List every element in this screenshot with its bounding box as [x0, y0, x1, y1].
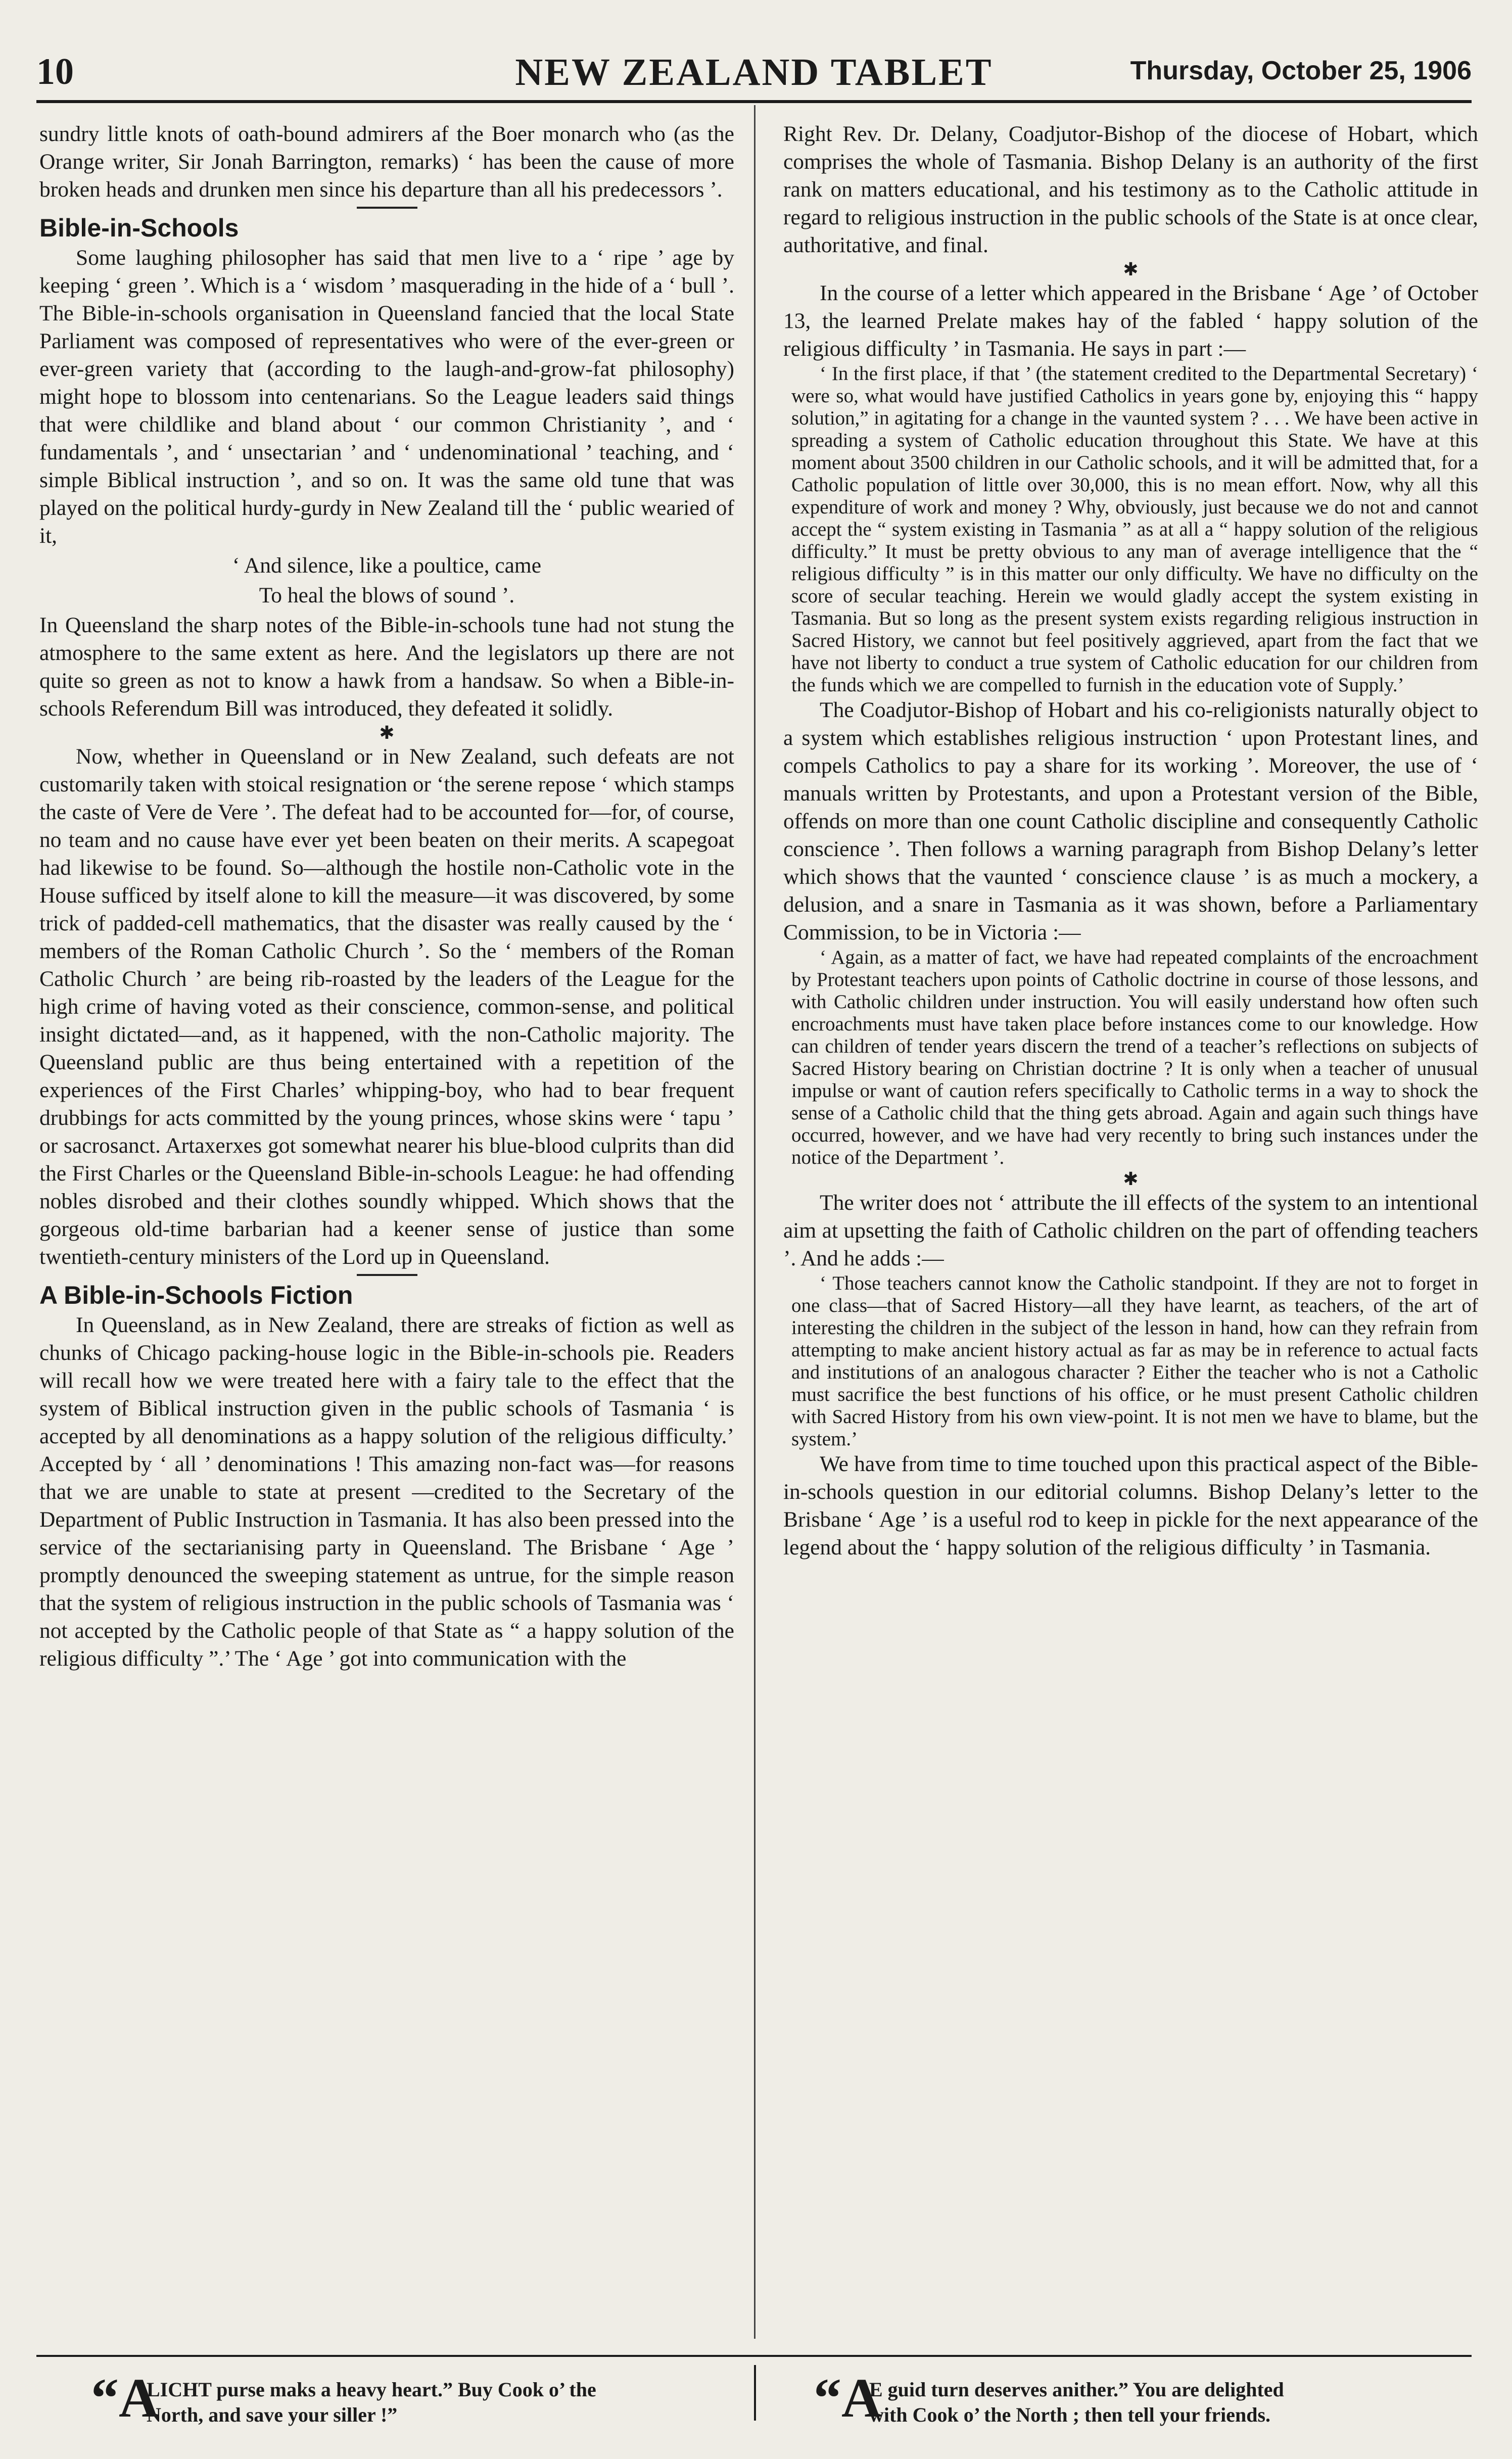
paragraph: In Queensland the sharp notes of the Bible-in-schools tune had not stung the atmosphere to the same extent as here. And the legislators up there are not quite so green as not to know a hawk from a handsaw. So when a Bible-in-schools Referendum Bill was introduced, they defeated it solidly.: [39, 613, 734, 721]
ad-line: E guid turn deserves anither.” You are delighted: [869, 2378, 1284, 2401]
verse-line: To heal the blows of sound ’.: [259, 583, 515, 607]
ad-line: LICHT purse maks a heavy heart.” Buy Cook o’ the: [147, 2378, 596, 2401]
paragraph: Some laughing philosopher has said that men live to a ‘ ripe ’ age by keeping ‘ green ’. Which is a ‘ wisdom ’ masquerading in the hide of a ‘ bull ’. The Bible-in-schools organisation in Queensland fancied that the local State Parliament was composed of representatives who were of the ever-green or ever-green variety that (according to the laugh-and-grow-fat philosophy) might hope to blossom into centenarians. So the League leaders said things that were childlike and bland about ‘ our common Christianity ’, and ‘ fundamentals ’, and ‘ unsectarian ’ and ‘ undenominational ’ teaching, and ‘ simple Biblical instruction ’, and so on. It was the same old tune that was played on the political hurdy-gurdy in New Zealand till the ‘ public wearied of it,: [39, 246, 734, 548]
section-separator: [357, 1274, 417, 1276]
paragraph: Right Rev. Dr. Delany, Coadjutor-Bishop of the diocese of Hobart, which comprises the whole of Tasmania. Bishop Delany is an authority of the first rank on matters educational, and his testimony as to the Catholic attitude in regard to religious instruction in the public schools of the State is at once clear, authoritative, and final.: [783, 122, 1478, 257]
issue-date: Thursday, October 25, 1906: [1130, 56, 1472, 85]
ad-line: with Cook o’ the North ; then tell your friends.: [869, 2403, 1271, 2426]
section-separator: [357, 207, 417, 209]
ad-line: North, and save your siller !”: [147, 2403, 398, 2426]
paragraph: In Queensland, as in New Zealand, there are streaks of fiction as well as chunks of Chicago packing-house logic in the Bible-in-schools pie. Readers will recall how we were treated here with a fairy tale to the effect that the system of Biblical instruction given in the public schools of Tasmania ‘ is accepted by all denominations as a happy solution of the religious difficulty.’ Accepted by ‘ all ’ denominations ! This amazing non-fact was—for reasons that we are unable to state at present —credited to the Secretary of the Department of Public Instruction in Tasmania. It has also been pressed into the service of the sectarianising party in Queensland. The Brisbane ‘ Age ’ promptly denounced the sweeping statement as untrue, for the simple reason that the system of religious instruction in the public schools of Tasmania was ‘ not accepted by the Catholic people of that State as “ a happy solution of the religious difficulty ”.’ The ‘ Age ’ got into communication with the: [39, 1313, 734, 1671]
footer-divider: [754, 2365, 756, 2421]
page-header: [36, 51, 1472, 96]
ad-text: [869, 2377, 1284, 2428]
block-quote: ‘ Again, as a matter of fact, we have had repeated complaints of the encroachment by Protestant teachers upon points of Catholic doctrine in course of those lessons, and with Catholic children under instruction. You will easily understand how often such encroachments must have taken place before instances come to our knowledge. How can children of tender years discern the trend of a teacher’s reflections on subjects of Sacred History bearing on Christian doctrine ? It is only when a teacher of unusual impulse or want of caution refers specifically to Catholic terms in a way to shock the sense of a Catholic child that the thing gets abroad. Again and again such things have occurred, however, and we have had very recently to bring such instances under the notice of the Department ’.: [791, 947, 1478, 1168]
header-rule: [36, 100, 1472, 103]
star-separator: ✱: [1123, 1169, 1139, 1189]
verse-line: ‘ And silence, like a poultice, came: [232, 553, 542, 578]
paragraph: In the course of a letter which appeared in the Brisbane ‘ Age ’ of October 13, the learned Prelate makes hay of the fabled ‘ happy solution of the religious difficulty ’ in Tasmania. He says in part :—: [783, 281, 1478, 361]
paragraph: The Coadjutor-Bishop of Hobart and his co-religionists naturally object to a system which establishes religious instruction ‘ upon Protestant lines, and compels Catholics to pay a share for its working ’. Moreover, the use of ‘ manuals written by Protestants, and upon a Protestant version of the Bible, offends on more than one count Catholic discipline and consequently Catholic conscience ’. Then follows a warning paragraph from Bishop Delany’s letter which shows that the vaunted ‘ conscience clause ’ is as much a mockery, a delusion, and a snare in Tasmania as it was shown, before a Parliamentary Commission, to be in Victoria :—: [783, 698, 1478, 944]
block-quote: ‘ In the first place, if that ’ (the statement credited to the Departmental Secretary) ‘ were so, what would have justified Catholics in years gone by, enjoying this “ happy solution,” in agitating for a change in the vaunted system ? . . . We have been active in spreading a system of Catholic education throughout this State. We have at this moment about 3500 children in our Catholic schools, and it will be admitted that, for a Catholic population of little over 30,000, this is no mean effort. Now, why all this expenditure of work and money ? Why, obviously, just because we do not and cannot accept the “ system existing in Tasmania ” as at all a “ happy solution of the religious difficulty.” It must be pretty obvious to any man of average intelligence that the “ religious difficulty ” is in this matter our only difficulty. We have no difficulty on the score of secular teaching. Herein we would gladly accept the system existing in Tasmania. But so long as the present system exists regarding religious instruction in Sacred History, we cannot but feel positively aggrieved, apart from the fact that we have not liberty to conduct a true system of Catholic education for our children from the funds which we are compelled to furnish in the education vote of Supply.’: [791, 363, 1478, 696]
footer-rule: [36, 2355, 1472, 2357]
ad-text: [147, 2377, 596, 2428]
publication-title: NEW ZEALAND TABLET: [515, 51, 993, 93]
paragraph: We have from time to time touched upon this practical aspect of the Bible-in-schools question in our editorial columns. Bishop Delany’s letter to the Brisbane ‘ Age ’ is a useful rod to keep in pickle for the next appearance of the legend about the ‘ happy solution of the religious difficulty ’ in Tasmania.: [783, 1452, 1478, 1559]
section-heading: A Bible-in-Schools Fiction: [39, 1281, 353, 1309]
intro-paragraph: sundry little knots of oath-bound admirers af the Boer monarch who (as the Orange writer, Sir Jonah Barrington, remarks) ‘ has been the cause of more broken heads and drunken men since his departure than all his predecessors ’.: [39, 122, 734, 202]
paragraph: The writer does not ‘ attribute the ill effects of the system to an intentional aim at upsetting the faith of Catholic children on the part of offending teachers ’. And he adds :—: [783, 1191, 1478, 1270]
section-heading: Bible-in-Schools: [39, 214, 239, 242]
column-divider: [754, 105, 755, 2339]
star-separator: ✱: [379, 723, 395, 743]
drop-capital: “A: [91, 2367, 159, 2429]
star-separator: ✱: [1123, 259, 1139, 279]
page-number: 10: [36, 51, 74, 92]
paragraph: Now, whether in Queensland or in New Zealand, such defeats are not customarily taken with stoical resignation or ‘the serene repose ‘ which stamps the caste of Vere de Vere ’. The defeat had to be accounted for—for, of course, no team and no cause have ever yet been beaten on their merits. A scapegoat had likewise to be found. So—although the hostile non-Catholic vote in the House sufficed by itself alone to kill the measure—it was discovered, by some trick of padded-cell mathematics, that the disaster was really caused by the ‘ members of the Roman Catholic Church ’. So the ‘ members of the Roman Catholic Church ’ are being rib-roasted by the leaders of the League for the high crime of having voted as their conscience, common-sense, and political insight dictated—and, as it happened, with the non-Catholic majority. The Queensland public are thus being entertained with a repetition of the experiences of the First Charles’ whipping-boy, who had to bear frequent drubbings for acts committed by the young princes, whose skins were ‘ tapu ’ or sacrosanct. Artaxerxes got somewhat nearer his blue-blood culprits than did the First Charles or the Queensland Bible-in-schools League: he had offending nobles disrobed and their clothes soundly whipped. Which shows that the gorgeous old-time barbarian had a keener sense of justice than some twentieth-century ministers of the Lord up in Queensland.: [39, 744, 734, 1269]
left-column: [39, 120, 734, 1673]
block-quote: ‘ Those teachers cannot know the Catholic standpoint. If they are not to forget in one class—that of Sacred History—all they have learnt, as teachers, of the art of interesting the children in the subject of the lesson in hand, how can they refrain from attempting to make ancient history actual as far as may be in reference to actual facts and institutions of an analogous character ? Either the teacher who is not a Catholic must sacrifice the best functions of his office, or he must present Catholic children with Sacred History from his own view-point. It is not men we have to blame, but the system.’: [791, 1272, 1478, 1450]
drop-capital: “A: [814, 2367, 882, 2429]
right-column: [783, 120, 1478, 1562]
